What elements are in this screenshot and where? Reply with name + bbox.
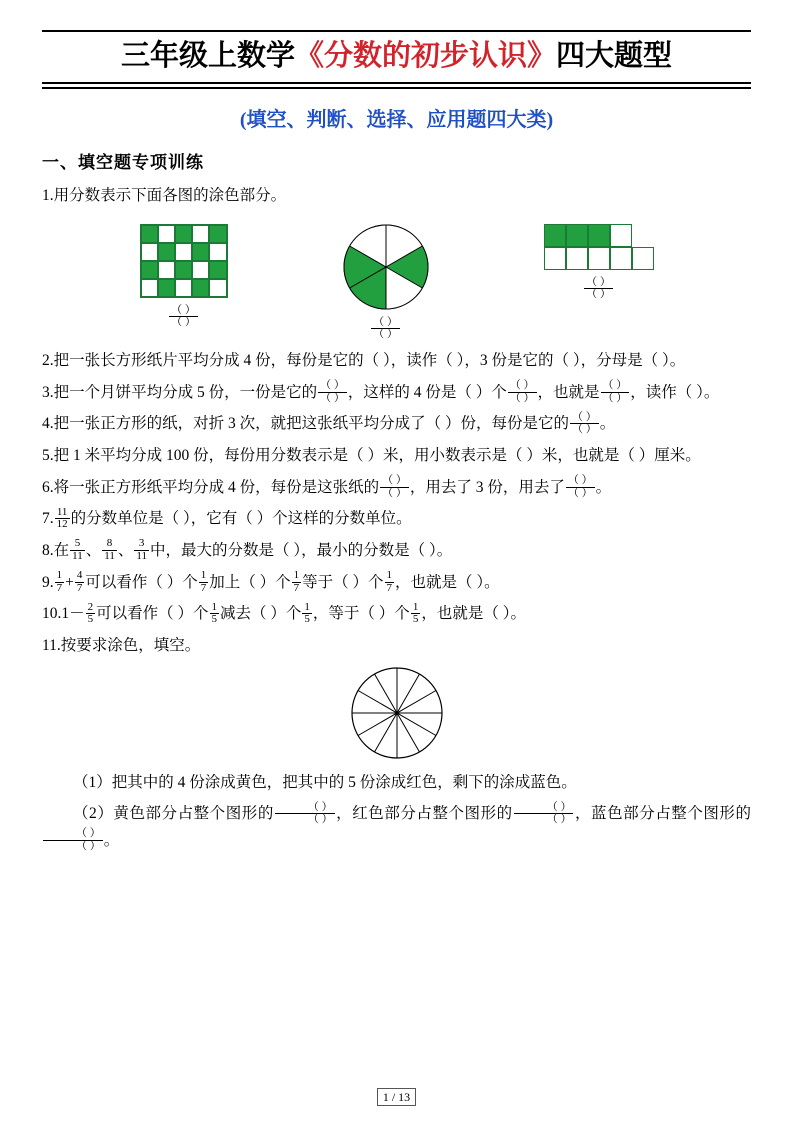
question-8-text-b: 、 (85, 541, 102, 559)
fraction-blank: $\frac{( )}{( )}$ (602, 379, 628, 404)
figures-row (42, 224, 751, 342)
fraction-blank: $\frac{( )}{( )}$ (509, 379, 535, 404)
question-11-2-text-b: ，红色部分占整个图形的 (335, 805, 513, 823)
question-9 (42, 570, 751, 597)
question-9-text-a: 9. (42, 573, 54, 591)
fraction-blank: $\frac{( )}{( )}$ (572, 410, 597, 436)
title-block (42, 30, 751, 84)
figure-3-group (544, 224, 654, 302)
question-8-text-a: 8.在 (42, 541, 70, 559)
question-4-text-b: 。 (599, 415, 616, 433)
question-7-text-b: 的分数单位是（ ），它有（ ）个这样的分数单位。 (70, 510, 412, 528)
fraction-4-7: $\frac{4}{7}$ (76, 568, 83, 594)
fraction-5-11: $\frac{5}{11}$ (72, 537, 83, 562)
fraction-blank: $\frac{( )}{( )}$ (171, 303, 196, 329)
question-10-text-b: 可以看作（ ）个 (96, 605, 209, 623)
fraction-8-11: $\frac{8}{11}$ (104, 537, 115, 562)
question-7 (42, 506, 751, 533)
question-4 (42, 411, 751, 438)
question-2: 2.把一张长方形纸片平均分成 4 份，每份是它的（ ），读作（ ），3 份是它的（ ），分母是（ ）。 (42, 352, 686, 369)
title-underline (42, 87, 751, 89)
question-11: 11.按要求涂色，填空。 (42, 636, 201, 654)
rectangle-strip (544, 224, 654, 270)
question-7-text-a: 7. (42, 510, 54, 528)
fraction-blank: $\frac{( )}{( )}$ (514, 802, 574, 826)
circle-twelfths (350, 666, 444, 760)
fraction-1-7: $\frac{1}{7}$ (293, 568, 300, 594)
fraction-1-7: $\frac{1}{7}$ (56, 568, 63, 594)
question-4-text-a: 4.把一张正方形的纸，对折 3 次，就把这张纸平均分成了（ ）份，每份是它的 (42, 415, 570, 433)
question-10 (42, 601, 751, 628)
page-subtitle: (填空、判断、选择、应用题四大类) (239, 109, 554, 132)
figure-1-group (140, 224, 228, 330)
question-8-text-d: 中，最大的分数是（ ），最小的分数是（ ）。 (149, 541, 453, 559)
question-11-2-text-c: ，蓝色部分占整个图形的 (574, 805, 751, 823)
question-9-text-d: 加上（ ）个 (209, 573, 291, 591)
fraction-blank: $\frac{( )}{( )}$ (586, 275, 611, 301)
fraction-blank: $\frac{( )}{( )}$ (275, 802, 335, 826)
figure-2-group (343, 224, 429, 342)
question-6-text-c: 。 (595, 478, 612, 496)
figure-3-answer-blank (583, 275, 614, 302)
figure-1-answer-blank (168, 303, 199, 330)
fraction-1-7: $\frac{1}{7}$ (386, 568, 393, 594)
fraction-blank: $\frac{( )}{( )}$ (43, 828, 103, 852)
question-6 (42, 475, 751, 502)
page-number: 1 / 13 (377, 1088, 416, 1106)
question-9-text-b: + (65, 573, 74, 591)
question-11-2-text-a: （2）黄色部分占整个图形的 (73, 805, 274, 823)
wheel-figure-group (42, 666, 751, 760)
fraction-blank: $\frac{( )}{( )}$ (382, 474, 407, 499)
question-10-text-a: 10.1－ (42, 605, 85, 623)
page-title (42, 38, 751, 74)
question-10-text-d: ，等于（ ）个 (312, 605, 410, 623)
question-3 (42, 380, 751, 407)
title-part-2: 《分数的初步认识》 (294, 40, 556, 72)
question-8-text-c: 、 (117, 541, 134, 559)
question-3-text-b: ，这样的 4 份是（ ）个 (347, 383, 507, 401)
page-footer (0, 1088, 793, 1106)
question-9-text-c: 可以看作（ ）个 (85, 573, 198, 591)
fraction-1-5: $\frac{1}{5}$ (211, 600, 218, 626)
question-11-2-text-d: 。 (103, 831, 120, 849)
section-heading-fill-in-blank: 一、填空题专项训练 (42, 153, 204, 173)
question-3-text-a: 3.把一个月饼平均分成 5 份，一份是它的 (42, 383, 318, 401)
question-8 (42, 538, 751, 565)
fraction-11-12: $\frac{11}{12}$ (56, 505, 68, 531)
fraction-1-5: $\frac{1}{5}$ (304, 600, 310, 626)
title-part-1: 三年级上数学 (120, 40, 295, 72)
pie-sixths-svg (343, 224, 429, 310)
fraction-3-11: $\frac{3}{11}$ (136, 537, 147, 562)
question-6-text-b: ，用去了 3 份，用去了 (409, 478, 565, 496)
fraction-blank: $\frac{( )}{( )}$ (373, 315, 398, 341)
question-1: 1.用分数表示下面各图的涂色部分。 (42, 187, 287, 205)
fraction-1-7: $\frac{1}{7}$ (200, 568, 207, 594)
question-11-part-1: （1）把其中的 4 份涂成黄色，把其中的 5 份涂成红色，剩下的涂成蓝色。 (73, 773, 577, 791)
question-10-text-e: ，也就是（ ）。 (421, 605, 526, 623)
figure-2-answer-blank (370, 315, 401, 342)
question-5: 5.把 1 米平均分成 100 份，每份用分数表示是（ ）米，用小数表示是（ ）米，也就是（ ）厘米。 (42, 446, 701, 464)
question-10-text-c: 减去（ ）个 (220, 605, 302, 623)
question-3-text-c: ，也就是 (537, 383, 600, 401)
question-6-text-a: 6.将一张正方形纸平均分成 4 份，每份是这张纸的 (42, 478, 380, 496)
question-9-text-e: 等于（ ）个 (302, 573, 384, 591)
fraction-2-5: $\frac{2}{5}$ (87, 600, 94, 626)
fraction-blank: $\frac{( )}{( )}$ (567, 474, 593, 499)
fraction-1-5: $\frac{1}{5}$ (412, 600, 419, 626)
checkerboard-grid (140, 224, 228, 298)
question-3-text-d: ，读作（ ）。 (630, 383, 720, 401)
question-11-part-2 (42, 801, 751, 854)
pie-sixths (343, 224, 429, 310)
title-part-3: 四大题型 (556, 40, 673, 72)
question-9-text-f: ，也就是（ ）。 (395, 573, 500, 591)
fraction-blank: $\frac{( )}{( )}$ (320, 379, 345, 404)
